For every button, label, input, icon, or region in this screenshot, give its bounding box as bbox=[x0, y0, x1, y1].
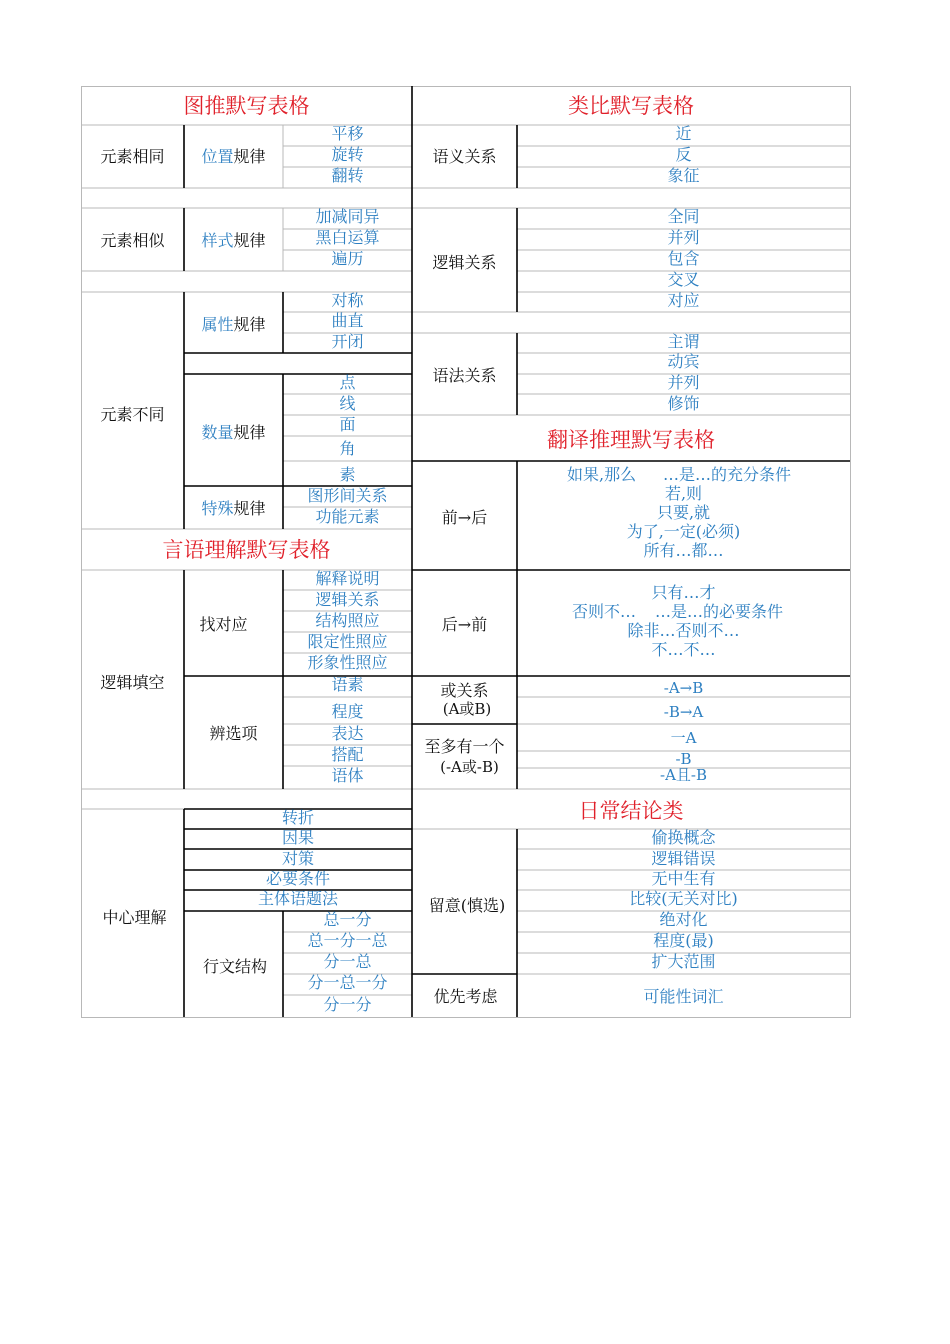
item-luojicuowu: 逻辑错误 bbox=[651, 849, 716, 868]
atmost-item-3: -A且-B bbox=[660, 766, 707, 784]
item-kaibi: 开闭 bbox=[331, 332, 364, 351]
or-item-1: -A→B bbox=[663, 679, 704, 697]
backward-line-1: 只有…才 bbox=[651, 583, 716, 602]
item-tuxingjian: 图形间关系 bbox=[307, 486, 388, 505]
item-yinguo: 因果 bbox=[281, 828, 314, 847]
find-match-label: 找对应 bbox=[199, 615, 248, 634]
item-jiaocha: 交叉 bbox=[667, 270, 700, 289]
item-zhuti: 主体语题法 bbox=[257, 889, 338, 908]
atmost-item-2: -B bbox=[675, 750, 692, 768]
atmost-sub: (-A或-B) bbox=[440, 758, 499, 776]
item-duiying: 对应 bbox=[667, 291, 700, 310]
item-jiegou: 结构照应 bbox=[315, 611, 380, 630]
backward-line-3: …是…的必要条件 bbox=[655, 602, 784, 621]
item-wuzhong: 无中生有 bbox=[651, 869, 716, 888]
item-fan: 反 bbox=[675, 145, 692, 164]
quantity-rule-label: 数量规律 bbox=[201, 423, 266, 442]
item-zhuanzhe: 转折 bbox=[281, 808, 314, 827]
item-su: 素 bbox=[339, 465, 356, 484]
item-xiushi: 修饰 bbox=[667, 394, 700, 413]
item-fenzong: 分一总 bbox=[323, 952, 372, 971]
item-duicheng: 对称 bbox=[331, 291, 364, 310]
item-yusu: 语素 bbox=[331, 675, 364, 694]
logic-fill-label: 逻辑填空 bbox=[100, 673, 165, 692]
item-biaoda: 表达 bbox=[331, 724, 364, 743]
item-chengduzui: 程度(最) bbox=[653, 931, 714, 950]
forward-line-2: …是…的充分条件 bbox=[663, 465, 792, 484]
backward-line-5: 不…不… bbox=[651, 640, 716, 659]
atmost-label: 至多有一个 bbox=[424, 737, 505, 756]
item-xiangzheng: 象征 bbox=[667, 166, 700, 185]
backward-line-4: 除非…否则不… bbox=[627, 621, 740, 640]
item-binglie-2: 并列 bbox=[667, 373, 700, 392]
item-zhuwei: 主谓 bbox=[667, 332, 700, 351]
style-rule-label: 样式规律 bbox=[201, 231, 266, 250]
backward-label: 后→前 bbox=[441, 615, 488, 634]
group-element-same: 元素相同 bbox=[100, 147, 165, 166]
group-element-similar: 元素相似 bbox=[100, 231, 165, 250]
item-dian: 点 bbox=[339, 373, 356, 392]
item-fenzongfen: 分一总一分 bbox=[307, 973, 388, 992]
item-chengdu: 程度 bbox=[331, 702, 364, 721]
item-heibai: 黑白运算 bbox=[315, 228, 380, 247]
structure-label: 行文结构 bbox=[202, 957, 267, 976]
item-pingyi: 平移 bbox=[331, 124, 364, 143]
item-quzhi: 曲直 bbox=[331, 311, 364, 330]
item-dongbin: 动宾 bbox=[667, 352, 700, 371]
item-biyao: 必要条件 bbox=[265, 869, 330, 888]
item-gongneng: 功能元素 bbox=[315, 507, 380, 526]
item-fenfen: 分一分 bbox=[323, 995, 372, 1014]
translate-title: 翻译推理默写表格 bbox=[547, 428, 715, 452]
item-yuti: 语体 bbox=[331, 766, 364, 785]
yanyu-title: 言语理解默写表格 bbox=[162, 538, 331, 562]
item-xuanzhuan: 旋转 bbox=[331, 145, 364, 164]
item-mian: 面 bbox=[339, 415, 356, 434]
or-relation-label: 或关系 bbox=[440, 681, 489, 700]
or-item-2: -B→A bbox=[663, 703, 704, 721]
forward-line-1: 如果,那么 bbox=[567, 465, 637, 484]
choose-option-label: 辨选项 bbox=[209, 724, 258, 743]
item-xingxiang: 形象性照应 bbox=[307, 653, 388, 672]
center-understanding-label: 中心理解 bbox=[102, 908, 167, 927]
caution-label: 留意(慎选) bbox=[428, 896, 506, 915]
item-bianli: 遍历 bbox=[331, 249, 364, 268]
forward-label: 前→后 bbox=[441, 508, 488, 527]
item-binglie: 并列 bbox=[667, 228, 700, 247]
tutui-title: 图推默写表格 bbox=[183, 94, 310, 118]
item-kuoda: 扩大范围 bbox=[651, 952, 716, 971]
forward-line-5: 为了,一定(必须) bbox=[626, 522, 741, 541]
special-rule-label: 特殊规律 bbox=[201, 499, 266, 518]
item-bijiao: 比较(无关对比) bbox=[629, 889, 738, 908]
item-dapei: 搭配 bbox=[331, 745, 364, 764]
item-xianding: 限定性照应 bbox=[307, 632, 388, 651]
or-relation-sub: (A或B) bbox=[442, 700, 492, 718]
item-jiao: 角 bbox=[339, 439, 356, 458]
forward-line-4: 只要,就 bbox=[656, 503, 711, 522]
atmost-item-1: 一A bbox=[670, 729, 697, 747]
forward-line-6: 所有…都… bbox=[643, 541, 724, 560]
item-zongfenzong: 总一分一总 bbox=[307, 931, 388, 950]
item-jueduihua: 绝对化 bbox=[659, 910, 708, 929]
group-element-different: 元素不同 bbox=[100, 405, 165, 424]
priority-label: 优先考虑 bbox=[433, 987, 498, 1006]
item-luoji: 逻辑关系 bbox=[315, 590, 380, 609]
item-duice: 对策 bbox=[281, 849, 314, 868]
item-jiajian: 加减同异 bbox=[315, 207, 380, 226]
attribute-rule-label: 属性规律 bbox=[201, 315, 266, 334]
item-zongfen: 总一分 bbox=[323, 910, 372, 929]
logical-relation-label: 逻辑关系 bbox=[432, 253, 497, 272]
item-quantong: 全同 bbox=[667, 207, 700, 226]
forward-line-3: 若,则 bbox=[664, 484, 703, 503]
item-kenengxing: 可能性词汇 bbox=[643, 987, 724, 1006]
daily-title: 日常结论类 bbox=[578, 799, 684, 823]
item-jin: 近 bbox=[675, 124, 692, 143]
item-fanzhuan: 翻转 bbox=[331, 166, 364, 185]
position-rule-label: 位置规律 bbox=[201, 147, 266, 166]
item-touhuan: 偷换概念 bbox=[651, 828, 716, 847]
leibi-title: 类比默写表格 bbox=[568, 94, 694, 118]
item-jieshi: 解释说明 bbox=[315, 569, 380, 588]
semantic-relation-label: 语义关系 bbox=[432, 147, 497, 166]
backward-line-2: 否则不… bbox=[572, 602, 637, 621]
grammar-relation-label: 语法关系 bbox=[432, 366, 497, 385]
item-baohan: 包含 bbox=[667, 249, 700, 268]
item-xian: 线 bbox=[339, 394, 356, 413]
